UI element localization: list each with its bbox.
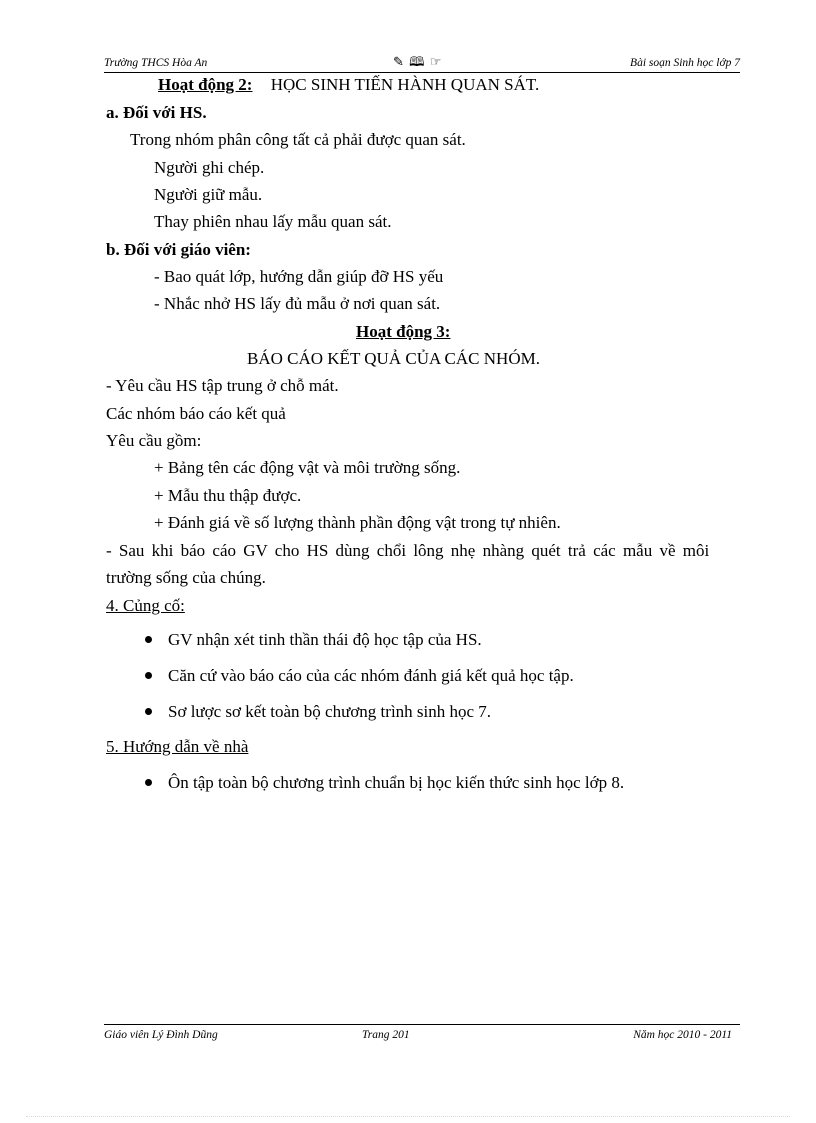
activity3-title: BÁO CÁO KẾT QUẢ CỦA CÁC NHÓM.	[247, 349, 540, 368]
footer-rule	[104, 1024, 740, 1025]
activity2-heading	[158, 75, 539, 95]
consolidate-item: Căn cứ vào báo cáo của các nhóm đánh giá kết quả học tập.	[168, 666, 574, 685]
a-line-1: Trong nhóm phân công tất cả phải được quan sát.	[130, 130, 466, 149]
home-heading: 5. Hướng dẫn về nhà	[106, 737, 249, 756]
a-line-2: Người ghi chép.	[154, 158, 265, 177]
b-line-2: - Nhắc nhở HS lấy đủ mẫu ở nơi quan sát.	[154, 294, 441, 313]
r-item-2: + Mẫu thu thập được.	[154, 486, 302, 505]
section-b-heading: b. Đối với giáo viên:	[106, 240, 251, 259]
a-line-3: Người giữ mẫu.	[154, 185, 263, 204]
consolidate-item: Sơ lược sơ kết toàn bộ chương trình sinh học 7.	[168, 702, 492, 721]
bullet-dot-icon	[145, 636, 152, 643]
header-ornament-icon: ✎ 🕮 ☞	[393, 54, 443, 69]
bullet-dot-icon	[145, 708, 152, 715]
r-line-1: - Yêu cầu HS tập trung ở chỗ mát.	[106, 376, 339, 395]
activity2-title: HỌC SINH TIẾN HÀNH QUAN SÁT.	[270, 75, 540, 94]
bullet-dot-icon	[145, 672, 152, 679]
r-line-3: Yêu cầu gồm:	[106, 431, 202, 450]
header-school: Trường THCS Hòa An	[104, 57, 208, 69]
r-paragraph-line-1: - Sau khi báo cáo GV cho HS dùng chổi lông nhẹ nhàng quét trả các mẫu về môi	[106, 541, 710, 560]
activity2-label: Hoạt động 2:	[158, 75, 253, 94]
b-line-1: - Bao quát lớp, hướng dẫn giúp đỡ HS yếu	[154, 267, 444, 286]
page-bottom-divider	[26, 1116, 790, 1117]
header-subject: Bài soạn Sinh học lớp 7	[630, 57, 740, 69]
section-a-heading: a. Đối với HS.	[106, 103, 207, 122]
bullet-dot-icon	[145, 779, 152, 786]
consolidate-item: GV nhận xét tinh thần thái độ học tập của HS.	[168, 630, 482, 649]
footer-teacher: Giáo viên Lý Đình Dũng	[104, 1029, 218, 1041]
footer-page-number: Trang 201	[362, 1029, 410, 1041]
r-paragraph-line-2: trường sống của chúng.	[106, 568, 266, 587]
a-line-4: Thay phiên nhau lấy mẫu quan sát.	[154, 212, 392, 231]
header-rule	[104, 72, 740, 73]
activity3-label: Hoạt động 3:	[356, 322, 451, 341]
r-item-3: + Đánh giá về số lượng thành phần động vật trong tự nhiên.	[154, 513, 561, 532]
footer-school-year: Năm học 2010 - 2011	[633, 1029, 732, 1041]
page-footer	[104, 1029, 740, 1049]
home-item: Ôn tập toàn bộ chương trình chuẩn bị học kiến thức sinh học lớp 8.	[168, 773, 625, 792]
consolidate-heading: 4. Củng cố:	[106, 596, 185, 615]
r-line-2: Các nhóm báo cáo kết quả	[106, 404, 286, 423]
r-item-1: + Bảng tên các động vật và môi trường sống.	[154, 458, 461, 477]
